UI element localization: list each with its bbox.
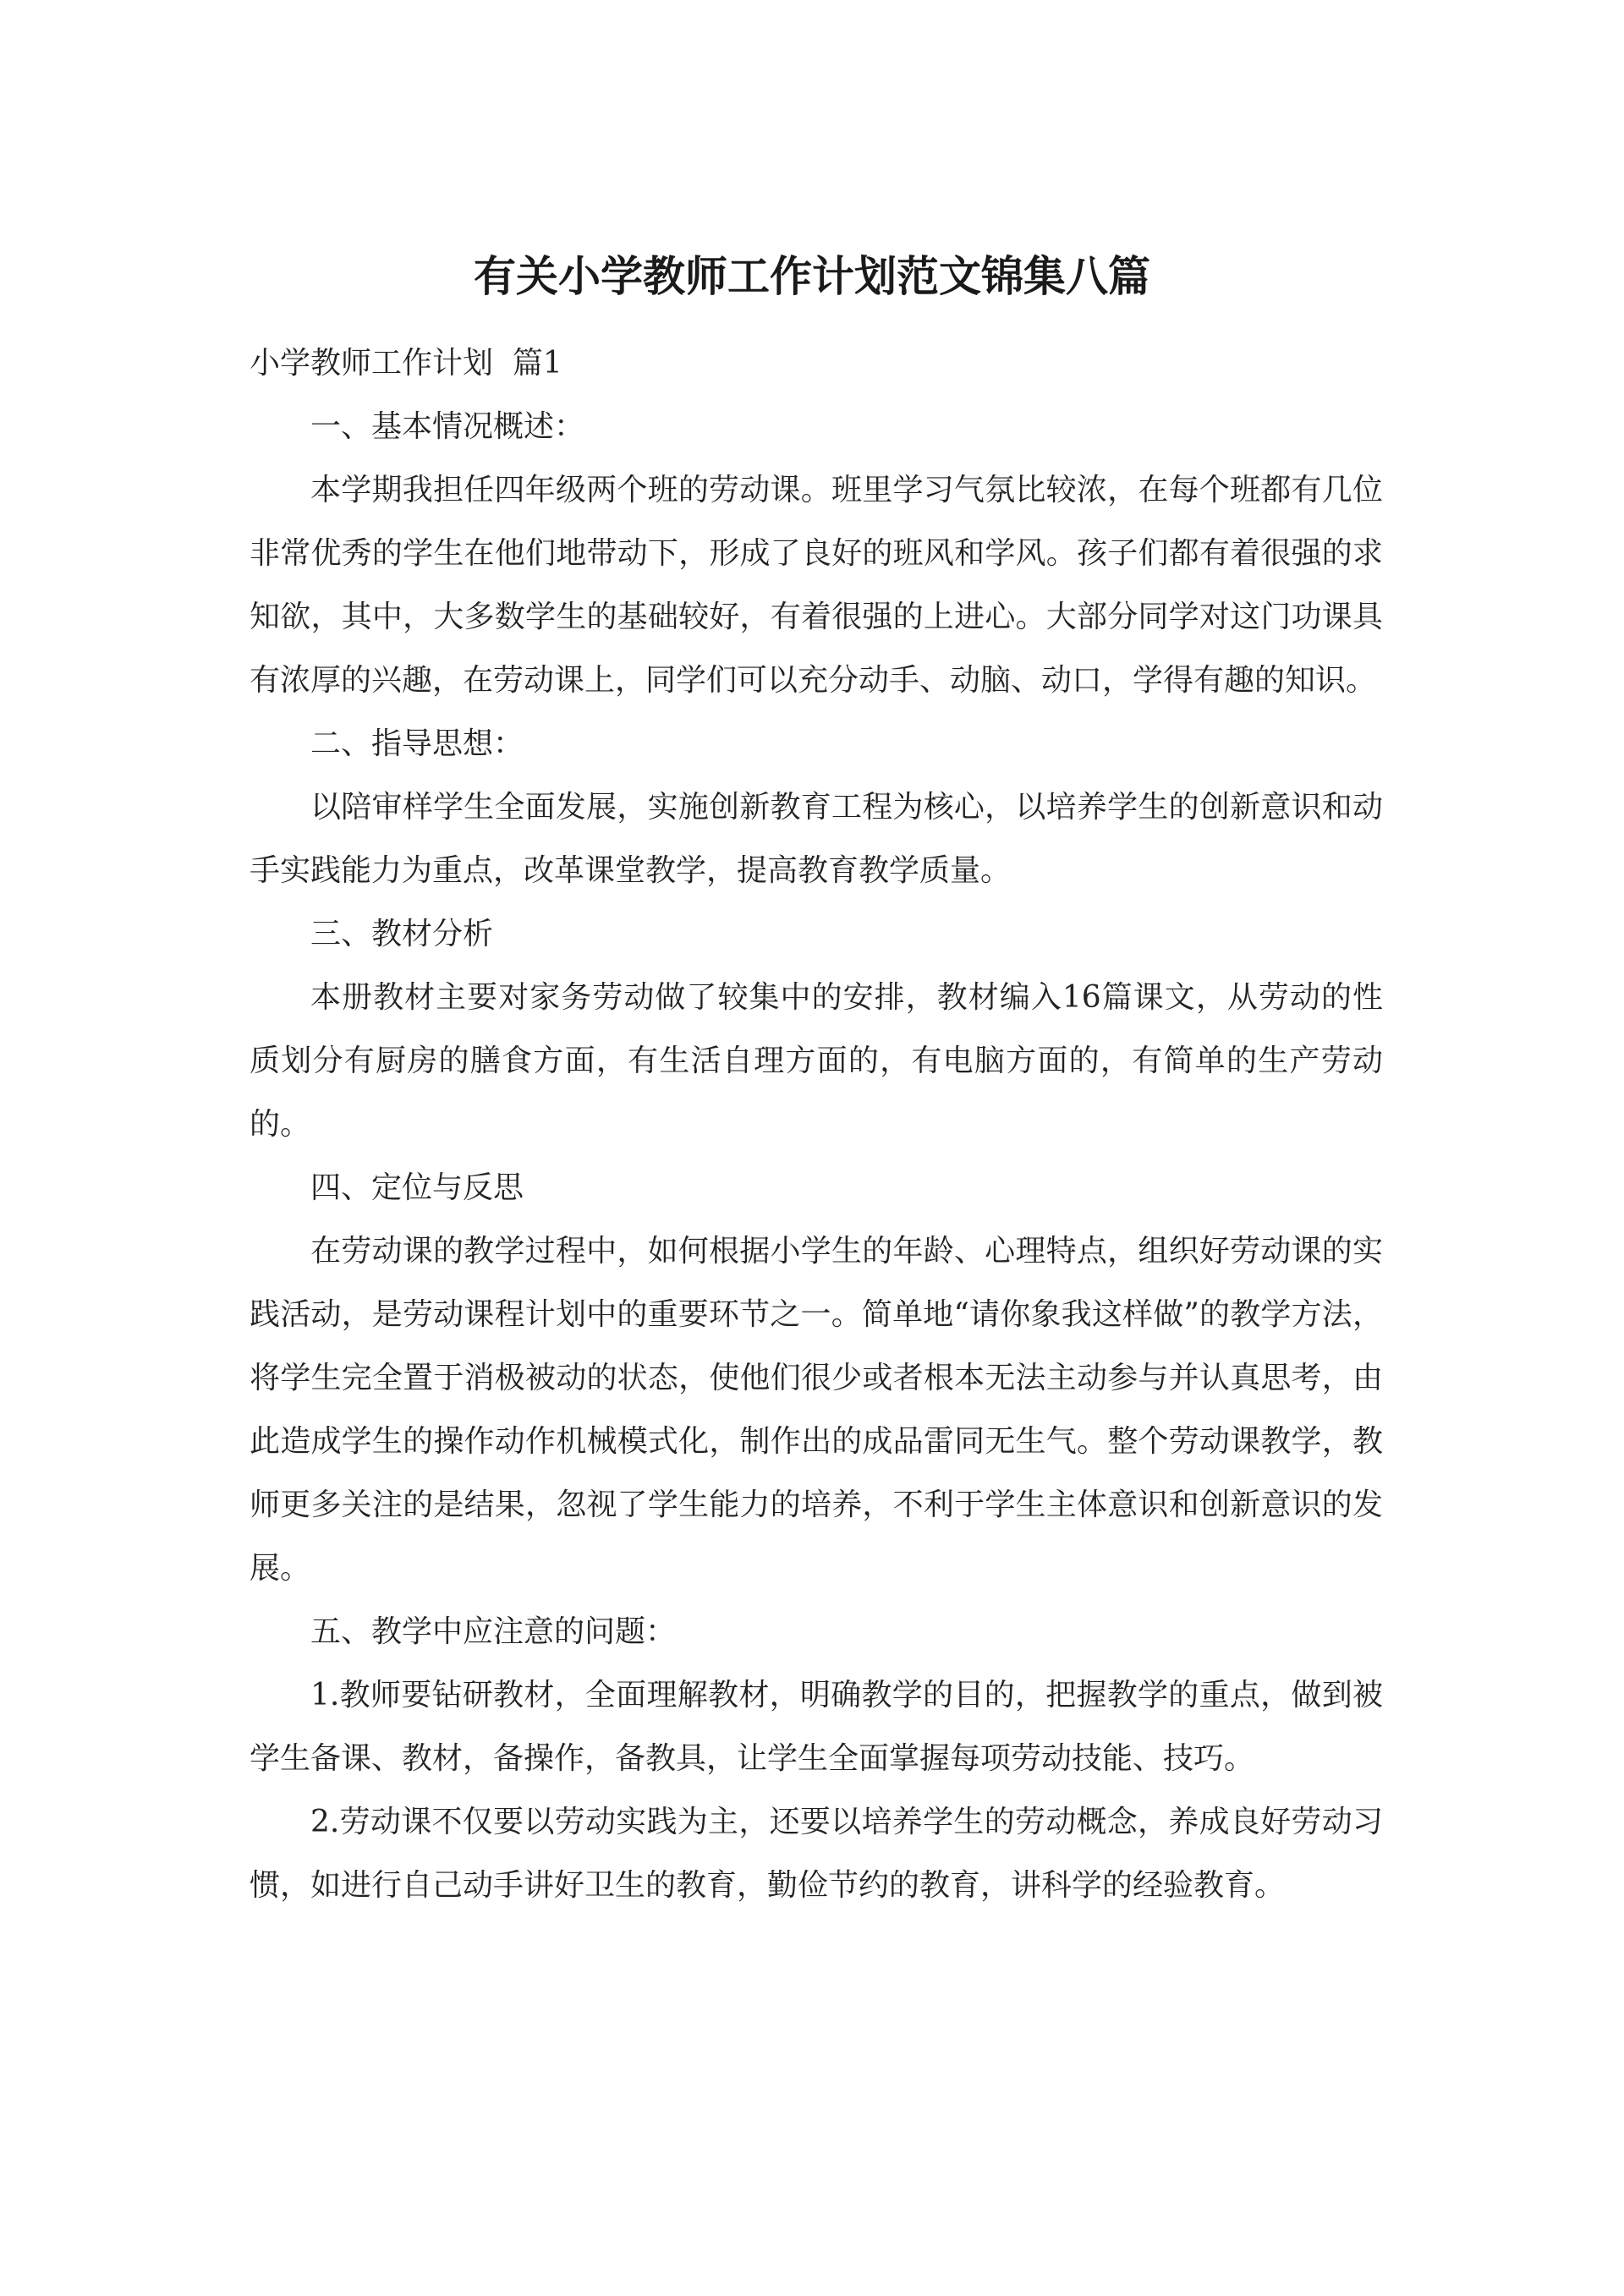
paragraph-guiding-ideas: 以陪审样学生全面发展，实施创新教育工程为核心，以培养学生的创新意识和动手实践能力为重点，改革课堂教学，提高教育教学质量。 [250,790,1383,888]
heading-textbook-analysis: 三、教材分析 [310,917,494,951]
section-subtitle: 小学教师工作计划 篇1 [250,346,562,381]
paragraph-textbook-analysis: 本册教材主要对家务劳动做了较集中的安排，教材编入16篇课文，从劳动的性质划分有厨房的膳食方面，有生活自理方面的，有电脑方面的，有简单的生产劳动的。 [250,980,1383,1142]
heading-positioning-reflection: 四、定位与反思 [310,1170,524,1205]
heading-guiding-ideas: 二、指导思想： [310,726,524,761]
paragraph-overview: 本学期我担任四年级两个班的劳动课。班里学习气氛比较浓，在每个班都有几位非常优秀的学生在他们地带动下，形成了良好的班风和学风。孩子们都有着很强的求知欲，其中，大多数学生的基础较好，有着很强的上进心。大部分同学对这门功课具有浓厚的兴趣，在劳动课上，同学们可以充分动手、动脑、动口，学得有趣的知识。 [250,473,1383,698]
list-item-1: 1.教师要钻研教材，全面理解教材，明确教学的目的，把握教学的重点，做到被学生备课、教材，备操作，备教具，让学生全面掌握每项劳动技能、技巧。 [250,1678,1383,1776]
document-title: 有关小学教师工作计划范文锦集八篇 [474,252,1150,301]
paragraph-positioning-reflection: 在劳动课的教学过程中，如何根据小学生的年龄、心理特点，组织好劳动课的实践活动，是劳动课程计划中的重要环节之一。简单地“请你象我这样做”的教学方法，将学生完全置于消极被动的状态，使他们很少或者根本无法主动参与并认真思考，由此造成学生的操作动作机械模式化，制作出的成品雷同无生气。整个劳动课教学，教师更多关注的是结果，忽视了学生能力的培养，不利于学生主体意识和创新意识的发展。 [250,1234,1383,1586]
heading-teaching-notes: 五、教学中应注意的问题： [310,1614,677,1649]
list-item-2: 2.劳动课不仅要以劳动实践为主，还要以培养学生的劳动概念，养成良好劳动习惯，如进行自己动手讲好卫生的教育，勤俭节约的教育，讲科学的经验教育。 [250,1805,1383,1903]
document-body [250,332,1383,1917]
heading-overview: 一、基本情况概述： [310,409,585,444]
